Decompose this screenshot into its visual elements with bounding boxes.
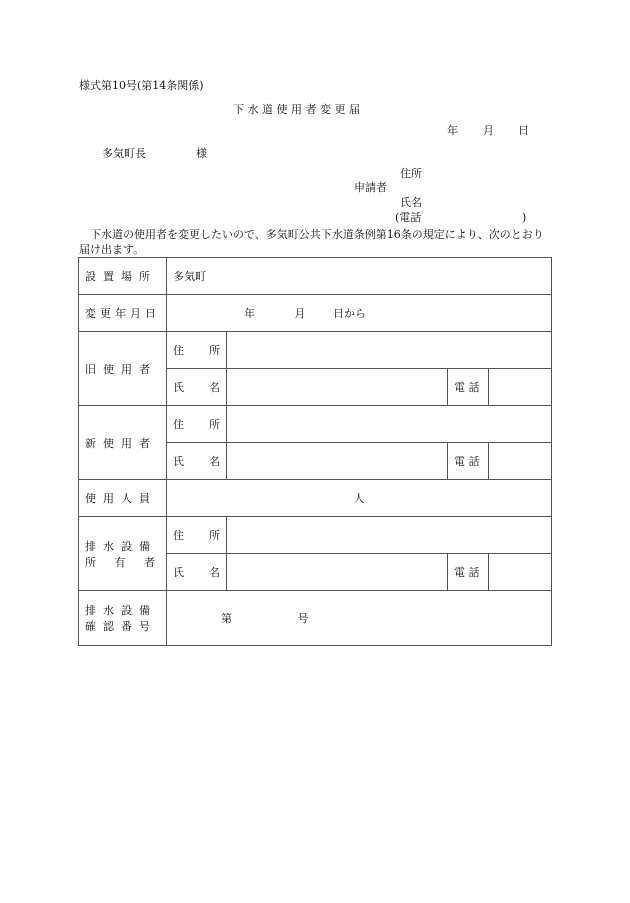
old-user-address-field[interactable] [227,332,552,369]
confirm-label-line1: 排水設備 [85,604,157,617]
phone-label: 電 話 [448,554,489,591]
date-day: 日 [518,124,529,137]
applicant-address-label: 住所 [400,167,422,180]
location-value[interactable]: 多気町 [167,258,552,295]
address-label: 所 [209,344,220,357]
users-count-field[interactable] [167,480,552,517]
users-count-unit: 人 [353,492,365,505]
table-row [79,258,552,295]
confirm-suffix: 号 [297,612,309,625]
address-label: 所 [209,418,220,431]
location-label: 設置場所 [79,258,167,295]
change-form-table [78,257,552,646]
name-label: 名 [209,566,220,579]
confirm-number-label [79,591,167,646]
confirm-prefix: 第 [221,612,232,625]
owner-label-char: 有 [114,555,126,569]
applicant-name-label: 氏名 [400,196,422,209]
new-user-address-field[interactable] [227,406,552,443]
owner-phone-field[interactable] [489,554,552,591]
name-label: 氏 [173,566,184,579]
new-user-phone-field[interactable] [489,443,552,480]
address-label: 住 [173,344,184,357]
address-label: 住 [173,418,184,431]
applicant-label: 申請者 [354,181,387,194]
name-label: 名 [209,455,220,468]
confirm-number-field[interactable] [167,591,552,646]
users-count-label: 使用人員 [79,480,167,517]
date-month: 月 [483,124,494,137]
change-date-label: 変更年月日 [79,295,167,332]
table-row [79,295,552,332]
table-row [79,480,552,517]
name-label: 氏 [173,381,184,394]
address-label: 所 [209,529,220,542]
page-title: 下 水 道 使 用 者 変 更 届 [233,103,360,116]
owner-address-field[interactable] [227,517,552,554]
old-user-name-field[interactable] [227,369,448,406]
addressee-honorific: 様 [196,147,207,160]
new-user-label: 新使用者 [79,406,167,480]
phone-label: 電 話 [448,369,489,406]
owner-name-field[interactable] [227,554,448,591]
confirm-label-line2: 確認番号 [85,620,157,633]
owner-label [79,517,167,591]
date-year: 年 [447,124,458,137]
phone-label: 電 話 [448,443,489,480]
old-user-label: 旧使用者 [79,332,167,406]
owner-label-line1: 排水設備 [85,539,157,553]
old-user-phone-field[interactable] [489,369,552,406]
new-user-name-field[interactable] [227,443,448,480]
addressee-name: 多気町長 [102,147,146,160]
applicant-phone-label: (電話 [395,211,422,224]
owner-label-char: 者 [144,555,155,569]
body-text: 下水道の使用者を変更したいので、多気町公共下水道条例第16条の規定により、次のとおり届け出ます。 [79,228,544,256]
change-month: 月 [294,307,306,320]
form-number: 様式第10号(第14条関係) [79,79,204,92]
table-row [79,517,552,554]
applicant-phone-close: ) [522,211,527,224]
name-label: 名 [209,381,220,394]
name-label: 氏 [173,455,184,468]
table-row [79,332,552,369]
table-row [79,591,552,646]
change-date-value[interactable] [167,295,552,332]
address-label: 住 [173,529,184,542]
change-day-from: 日から [333,307,366,320]
table-row [79,406,552,443]
change-year: 年 [244,307,255,320]
owner-label-char: 所 [85,555,96,569]
